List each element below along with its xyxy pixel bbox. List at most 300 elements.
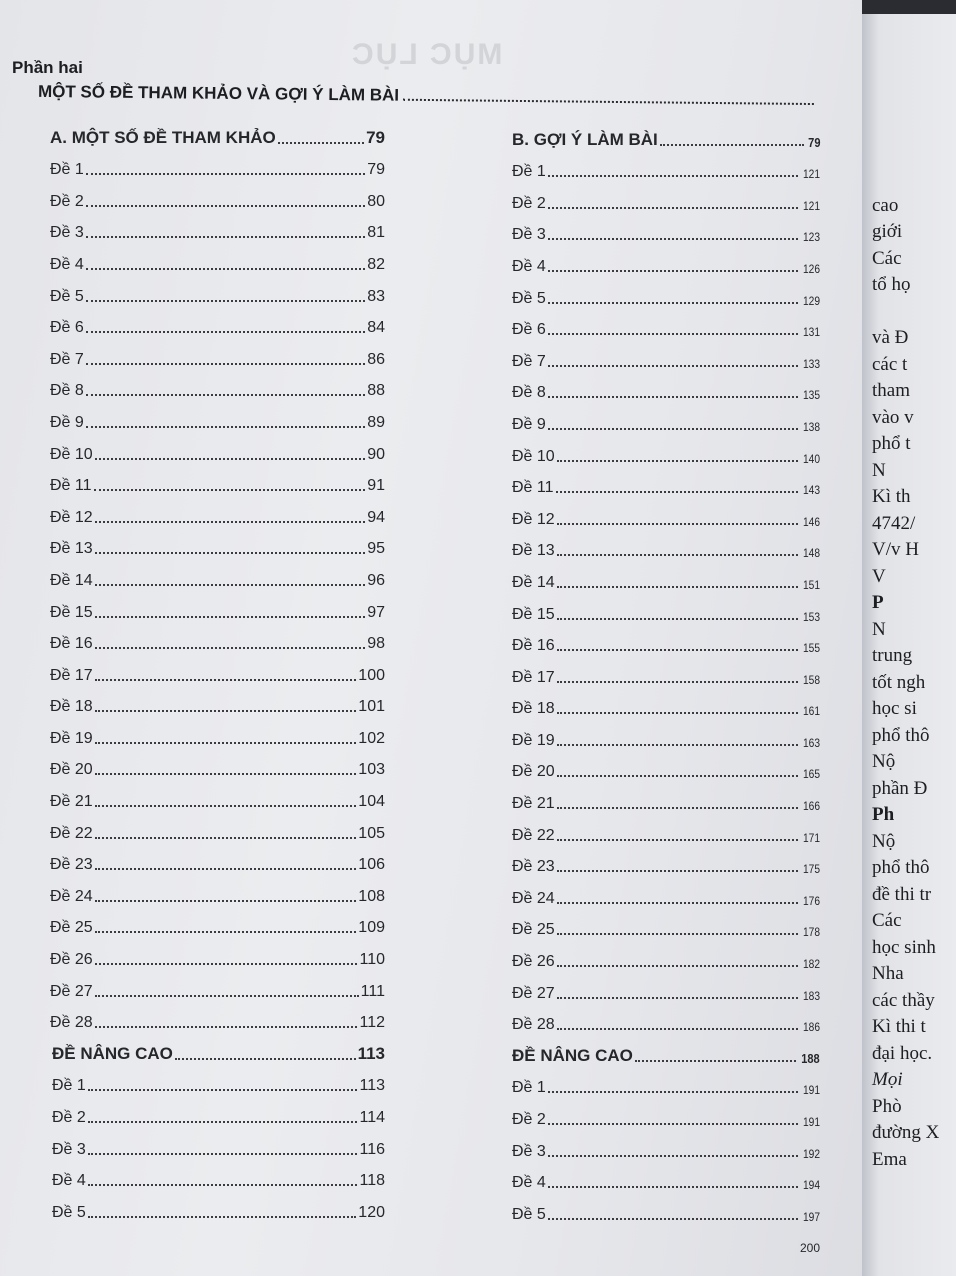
right-text-fragment: Phò	[872, 1095, 902, 1117]
toc-label: Đề 3	[52, 1140, 86, 1158]
toc-page-number: 88	[367, 382, 385, 400]
toc-main-entry-label: MỘT SỐ ĐỀ THAM KHẢO VÀ GỢI Ý LÀM BÀI	[37, 81, 400, 105]
toc-page-number: 95	[367, 540, 385, 558]
toc-row	[50, 179, 385, 211]
leader-dots	[95, 900, 357, 902]
leader-dots	[86, 426, 365, 428]
toc-row	[512, 624, 820, 656]
toc-label: Đề 22	[50, 824, 93, 842]
toc-page-number: 97	[367, 603, 385, 621]
leader-dots	[557, 870, 798, 872]
right-text-fragment: P	[872, 592, 884, 613]
toc-row	[512, 1129, 820, 1161]
leader-dots	[95, 963, 358, 965]
toc-page-number: 163	[802, 735, 820, 750]
toc-label: Đề 10	[50, 445, 93, 463]
toc-page-number: 110	[359, 951, 385, 969]
toc-page-number: 140	[802, 451, 820, 466]
right-text-fragment: Nha	[872, 963, 904, 984]
toc-label: Đề 7	[512, 352, 546, 370]
toc-label: Đề 8	[512, 384, 546, 402]
toc-page-number: 171	[802, 830, 820, 845]
leader-dots	[95, 679, 357, 681]
leader-dots	[86, 363, 365, 365]
toc-main-entry	[38, 76, 818, 110]
toc-row	[50, 1190, 385, 1222]
leader-dots	[88, 1216, 357, 1218]
leader-dots	[548, 333, 798, 335]
toc-column-b	[512, 118, 820, 1255]
leader-dots	[95, 742, 357, 744]
leader-dots	[86, 268, 365, 270]
toc-page-number: 98	[367, 635, 385, 653]
toc-page-number: 81	[367, 224, 385, 242]
toc-row	[512, 497, 820, 529]
toc-row	[512, 560, 820, 592]
toc-row	[50, 306, 385, 338]
toc-label: Đề 2	[50, 192, 84, 210]
right-text-fragment: Các	[872, 247, 902, 269]
toc-row	[50, 211, 385, 243]
toc-label: Đề 18	[50, 698, 93, 716]
toc-page-number: 103	[358, 761, 385, 779]
right-text-fragment: Ph	[872, 804, 895, 825]
toc-heading-row	[50, 116, 385, 148]
toc-page-number: 79	[807, 134, 820, 150]
toc-label: Đề 2	[512, 194, 546, 212]
toc-label: Đề 25	[50, 919, 93, 937]
leader-dots	[95, 710, 357, 712]
toc-row	[50, 1064, 385, 1096]
toc-row	[50, 622, 385, 654]
toc-page-number: 143	[802, 483, 820, 498]
toc-page-number: 126	[802, 261, 820, 276]
toc-column-a	[50, 116, 385, 1222]
leader-dots	[548, 175, 798, 177]
toc-row	[50, 242, 385, 274]
toc-label: Đề 5	[50, 287, 84, 305]
toc-page-number: 94	[367, 508, 385, 526]
toc-row	[50, 464, 385, 496]
right-text-fragment: đại học.	[872, 1042, 933, 1064]
leader-dots	[95, 552, 366, 554]
leader-dots	[94, 489, 366, 491]
leader-dots	[548, 1091, 798, 1093]
toc-page-number: 102	[358, 729, 385, 747]
leader-dots	[86, 236, 365, 238]
toc-label: Đề 10	[512, 447, 555, 465]
right-text-fragment	[872, 296, 956, 323]
leader-dots	[557, 586, 798, 588]
toc-page-number: 82	[367, 255, 385, 273]
toc-label: Đề 4	[52, 1172, 86, 1190]
toc-page-number: 109	[358, 919, 385, 937]
toc-label: Đề 20	[50, 761, 93, 779]
toc-page-number: 197	[802, 1209, 820, 1224]
toc-row	[512, 434, 820, 466]
right-text-fragment: Kì thi t	[872, 1016, 926, 1037]
right-text-fragment: và Đ	[872, 327, 909, 348]
toc-row	[512, 750, 820, 782]
toc-label: Đề 20	[512, 763, 555, 781]
leader-dots	[86, 300, 365, 302]
toc-page-number: 161	[802, 704, 820, 719]
toc-row	[512, 1161, 820, 1193]
leader-dots	[557, 523, 798, 525]
leader-dots	[557, 554, 798, 556]
toc-page-number: 183	[802, 988, 820, 1003]
toc-page-number: 188	[801, 1050, 820, 1066]
toc-label: Đề 1	[52, 1077, 86, 1095]
toc-row	[512, 402, 820, 434]
right-text-fragment: N	[872, 618, 886, 640]
toc-row	[512, 655, 820, 687]
toc-row	[512, 1003, 820, 1035]
right-text-fragment: học sinh	[872, 936, 936, 958]
toc-row	[512, 150, 820, 182]
toc-page-number: 135	[802, 388, 820, 403]
toc-row	[50, 1001, 385, 1033]
toc-row	[512, 466, 820, 498]
toc-row	[50, 527, 385, 559]
toc-label: Đề 22	[512, 826, 555, 844]
toc-label: Đề 14	[512, 573, 555, 591]
toc-row	[512, 1066, 820, 1098]
leader-dots	[557, 902, 798, 904]
toc-row	[50, 874, 385, 906]
toc-page-number: 121	[802, 198, 820, 213]
toc-page-number: 100	[358, 666, 385, 684]
toc-page-number: 175	[802, 862, 820, 877]
toc-label: B. GỢI Ý LÀM BÀI	[512, 129, 658, 149]
leader-dots	[86, 331, 365, 333]
toc-page-number: 131	[802, 325, 820, 340]
toc-row	[50, 937, 385, 969]
toc-page-number: 96	[367, 571, 385, 589]
toc-row	[50, 369, 385, 401]
toc-row	[50, 748, 385, 780]
toc-page-number: 86	[367, 350, 385, 368]
toc-page-number: 186	[802, 1020, 820, 1035]
right-text-fragment: V/v H	[872, 539, 919, 560]
leader-dots	[95, 773, 357, 775]
leader-dots	[548, 428, 798, 430]
toc-label: Đề 15	[50, 603, 93, 621]
toc-label: Đề 6	[50, 319, 84, 337]
toc-label: Đề 4	[512, 257, 546, 275]
leader-dots	[95, 647, 366, 649]
toc-row	[512, 939, 820, 971]
leader-dots	[403, 99, 814, 105]
leader-dots	[95, 805, 357, 807]
right-text-fragment: tổ họ	[872, 274, 911, 295]
toc-page-number: 138	[802, 419, 820, 434]
leader-dots	[557, 460, 798, 462]
toc-label: Đề 13	[50, 540, 93, 558]
leader-dots	[95, 521, 366, 523]
leader-dots	[95, 837, 357, 839]
toc-page-number: 105	[358, 824, 385, 842]
toc-page-number: 123	[802, 230, 820, 245]
toc-row	[512, 529, 820, 561]
right-text-fragment: Mọi	[872, 1069, 903, 1090]
toc-label: Đề 28	[512, 1016, 555, 1034]
toc-page-number: 176	[802, 893, 820, 908]
toc-row	[512, 244, 820, 276]
leader-dots	[660, 144, 804, 146]
toc-page-number: 111	[360, 982, 385, 1000]
toc-row	[50, 558, 385, 590]
toc-label: Đề 24	[50, 887, 93, 905]
toc-label: Đề 6	[512, 321, 546, 339]
toc-row	[512, 371, 820, 403]
toc-label: Đề 4	[512, 1174, 546, 1192]
toc-label: Đề 19	[50, 729, 93, 747]
toc-row	[512, 971, 820, 1003]
leader-dots	[278, 142, 364, 144]
leader-dots	[557, 1028, 798, 1030]
leader-dots	[95, 458, 366, 460]
toc-label: Đề 5	[52, 1203, 86, 1221]
toc-label: Đề 24	[512, 889, 555, 907]
toc-label: Đề 3	[512, 226, 546, 244]
leader-dots	[175, 1058, 356, 1060]
toc-row	[512, 276, 820, 308]
leader-dots	[557, 744, 798, 746]
toc-label: A. MỘT SỐ ĐỀ THAM KHẢO	[50, 127, 276, 147]
leader-dots	[557, 965, 798, 967]
toc-page-number: 90	[367, 445, 385, 463]
leader-dots	[557, 681, 798, 683]
right-text-fragment: Kì th	[872, 486, 911, 507]
toc-page-number: 84	[367, 319, 385, 337]
toc-row	[512, 181, 820, 213]
right-text-fragment: Nộ	[872, 751, 896, 772]
toc-label: Đề 4	[50, 255, 84, 273]
toc-row	[50, 432, 385, 464]
toc-page-number: 91	[367, 477, 385, 495]
toc-label: Đề 17	[50, 666, 93, 684]
toc-page-number: 120	[358, 1203, 385, 1221]
leader-dots	[557, 807, 798, 809]
leader-dots	[548, 270, 798, 272]
toc-page-number: 112	[359, 1014, 385, 1032]
leader-dots	[548, 365, 798, 367]
leader-dots	[548, 207, 798, 209]
leader-dots	[548, 1123, 798, 1125]
right-text-fragment: Ema	[872, 1148, 907, 1170]
toc-row	[512, 339, 820, 371]
toc-page-number: 79	[366, 127, 385, 147]
toc-label: Đề 17	[512, 668, 555, 686]
right-text-fragment: phần Đ	[872, 777, 928, 799]
toc-page-number: 83	[367, 287, 385, 305]
toc-page-number: 178	[802, 925, 820, 940]
toc-label: Đề 21	[512, 795, 555, 813]
toc-page-number: 148	[802, 546, 820, 561]
toc-label: Đề 12	[512, 510, 555, 528]
leader-dots	[557, 997, 798, 999]
toc-row	[50, 811, 385, 843]
toc-row	[50, 653, 385, 685]
toc-row	[512, 308, 820, 340]
toc-row	[512, 781, 820, 813]
leader-dots	[548, 238, 798, 240]
leader-dots	[86, 394, 365, 396]
toc-label: Đề 27	[50, 982, 93, 1000]
toc-row	[512, 592, 820, 624]
toc-row	[50, 337, 385, 369]
right-text-fragment: các thầy	[872, 989, 935, 1011]
leader-dots	[88, 1153, 358, 1155]
right-text-fragment: trung	[872, 645, 913, 666]
toc-page-number: 165	[802, 767, 820, 782]
toc-label: Đề 9	[50, 413, 84, 431]
toc-row	[512, 687, 820, 719]
toc-label: Đề 21	[50, 793, 93, 811]
toc-page-number: 80	[367, 192, 385, 210]
right-page-text	[872, 190, 956, 1171]
toc-label: Đề 8	[50, 382, 84, 400]
toc-label: Đề 12	[50, 508, 93, 526]
toc-page-number: 182	[802, 957, 820, 972]
toc-row	[512, 813, 820, 845]
toc-page-number: 133	[802, 356, 820, 371]
toc-row	[50, 400, 385, 432]
leader-dots	[88, 1089, 358, 1091]
toc-row	[50, 274, 385, 306]
leader-dots	[557, 839, 798, 841]
toc-page-number: 158	[802, 672, 820, 687]
toc-page-number: 191	[802, 1115, 820, 1129]
right-text-fragment: 4742/	[872, 512, 916, 534]
toc-page-number: 146	[802, 514, 820, 529]
toc-row	[512, 213, 820, 245]
right-text-fragment: phổ thô	[872, 857, 930, 878]
toc-page-number: 89	[367, 413, 385, 431]
toc-label: Đề 16	[512, 637, 555, 655]
toc-page-number: 192	[802, 1146, 820, 1161]
right-text-fragment: Nộ	[872, 830, 896, 852]
toc-row	[512, 718, 820, 750]
toc-label: Đề 11	[50, 477, 92, 495]
toc-page-number: 114	[359, 1109, 385, 1126]
toc-label: Đề 7	[50, 350, 84, 368]
leader-dots	[548, 1186, 798, 1188]
toc-page-number: 191	[802, 1083, 820, 1098]
toc-row	[512, 1097, 820, 1129]
leader-dots	[88, 1184, 358, 1186]
toc-label: Đề 18	[512, 700, 555, 718]
leader-dots	[548, 396, 798, 398]
toc-label: Đề 5	[512, 289, 546, 307]
right-text-fragment: các t	[872, 353, 908, 375]
right-text-fragment: đường X	[872, 1122, 940, 1143]
toc-page-number: 113	[359, 1077, 385, 1095]
toc-label: Đề 27	[512, 984, 555, 1002]
toc-label: Đề 2	[512, 1111, 546, 1128]
right-text-fragment: học si	[872, 698, 917, 719]
toc-label: Đề 19	[512, 731, 555, 749]
right-text-fragment: cao	[872, 194, 899, 216]
toc-heading-row	[512, 1034, 820, 1066]
leader-dots	[557, 649, 798, 651]
leader-dots	[635, 1060, 796, 1062]
leader-dots	[95, 931, 357, 933]
leader-dots	[557, 618, 798, 620]
leader-dots	[95, 995, 359, 997]
toc-label: Đề 15	[512, 605, 555, 623]
right-text-fragment: N	[872, 459, 886, 481]
toc-row	[50, 1095, 385, 1127]
right-text-fragment: tham	[872, 380, 910, 401]
toc-row	[50, 590, 385, 622]
toc-row	[50, 969, 385, 1001]
toc-label: Đề 25	[512, 921, 555, 939]
toc-row	[50, 779, 385, 811]
toc-page-number: 108	[358, 887, 385, 905]
toc-page-number: 101	[358, 698, 385, 716]
part-label: Phần hai	[12, 58, 83, 77]
toc-row	[50, 685, 385, 717]
toc-label: Đề 2	[52, 1109, 86, 1126]
leader-dots	[556, 491, 798, 493]
toc-page-number: 104	[358, 793, 385, 811]
trailing-page-number: 200	[799, 1241, 820, 1256]
toc-page-number: 166	[802, 799, 820, 814]
toc-label: ĐỀ NÂNG CAO	[512, 1045, 633, 1065]
toc-label: Đề 26	[512, 953, 555, 971]
leader-dots	[88, 1121, 358, 1123]
leader-dots	[95, 1026, 358, 1028]
toc-row	[512, 845, 820, 877]
leader-dots	[548, 1218, 798, 1220]
leader-dots	[95, 616, 366, 618]
toc-page-number: 194	[802, 1178, 820, 1193]
dark-corner	[862, 0, 956, 14]
right-text-fragment: phổ thô	[872, 724, 930, 746]
toc-page-number: 118	[359, 1172, 385, 1190]
toc-row	[50, 495, 385, 527]
toc-label: Đề 1	[50, 161, 84, 179]
leader-dots	[557, 712, 798, 714]
toc-page-number: 116	[359, 1140, 385, 1158]
toc-row	[512, 1192, 820, 1224]
leader-dots	[548, 302, 798, 304]
toc-heading-row	[50, 1032, 385, 1064]
mirrored-title-ghost: MỤC LỤC	[350, 38, 503, 71]
leader-dots	[548, 1155, 798, 1157]
toc-page-number: 79	[367, 161, 385, 179]
right-text-fragment: giới	[872, 221, 903, 242]
right-text-fragment: vào v	[872, 406, 914, 428]
toc-page-number: 153	[802, 609, 820, 624]
leader-dots	[86, 173, 365, 175]
toc-label: Đề 1	[512, 163, 546, 181]
toc-page-number: 151	[802, 577, 820, 592]
toc-label: Đề 1	[512, 1079, 546, 1097]
toc-page-number: 113	[357, 1043, 385, 1063]
toc-row	[512, 876, 820, 908]
toc-row	[50, 1159, 385, 1191]
toc-row	[50, 1127, 385, 1159]
toc-row	[50, 716, 385, 748]
toc-label: ĐỀ NÂNG CAO	[52, 1043, 173, 1063]
right-text-fragment: V	[872, 565, 886, 587]
right-text-fragment: Các	[872, 910, 902, 931]
leader-dots	[557, 933, 798, 935]
toc-row	[50, 906, 385, 938]
